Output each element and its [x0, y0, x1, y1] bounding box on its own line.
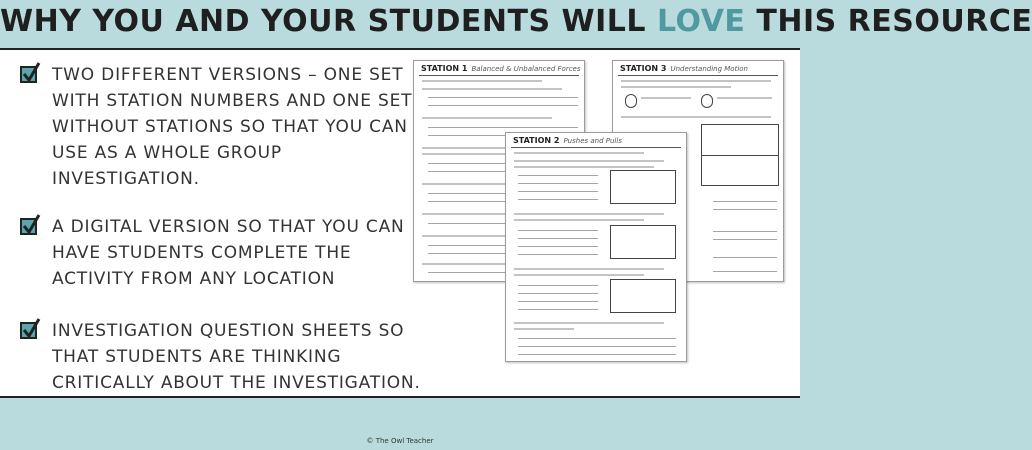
worksheet-title: STATION 2 Pushes and Pulls: [513, 136, 622, 145]
title-text-start: WHY YOU AND YOUR STUDENTS WILL: [0, 4, 657, 39]
page-title: [0, 4, 1032, 39]
checkbox-check-icon: [20, 66, 37, 83]
checkbox-check-icon: [20, 218, 37, 235]
content-panel: [0, 50, 800, 396]
bullet-text: INVESTIGATION QUESTION SHEETS SO THAT STUDENTS ARE THINKING CRITICALLY ABOUT THE INVESTIGATION.: [52, 321, 421, 393]
bullet-text: TWO DIFFERENT VERSIONS – ONE SET WITH STATION NUMBERS AND ONE SET WITHOUT STATIONS SO THAT YOU CAN USE AS A WHOLE GROUP INVESTIGATION.: [52, 65, 413, 189]
worksheet-title: STATION 1 Balanced & Unbalanced Forces: [421, 64, 581, 73]
worksheet-title: STATION 3 Understanding Motion: [620, 64, 748, 73]
bullet-text: A DIGITAL VERSION SO THAT YOU CAN HAVE STUDENTS COMPLETE THE ACTIVITY FROM ANY LOCATION: [52, 217, 405, 289]
title-accent-word: LOVE: [656, 4, 746, 39]
copyright-credit: © The Owl Teacher: [366, 437, 434, 445]
title-text-end: THIS RESOURCE: [745, 4, 1032, 39]
checkbox-check-icon: [20, 322, 37, 339]
worksheet-station-2: [505, 132, 687, 362]
